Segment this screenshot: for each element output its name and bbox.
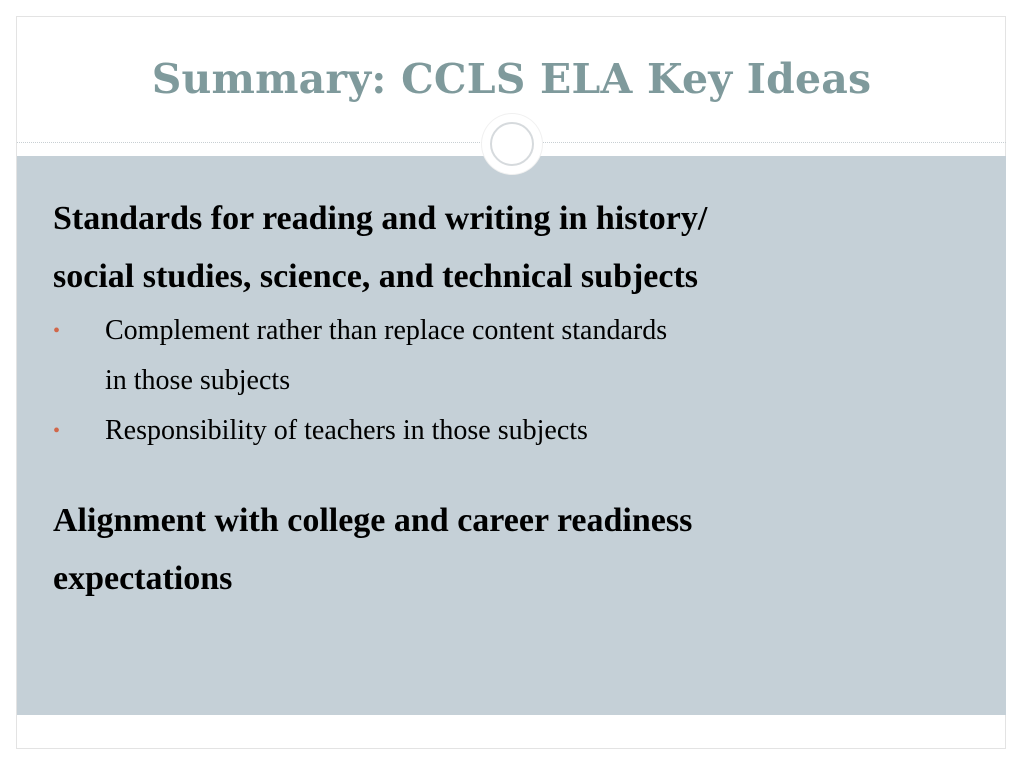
slide-title: Summary: CCLS ELA Key Ideas	[151, 54, 872, 103]
bullet-dot-icon: •	[53, 420, 61, 442]
heading-alignment-line1: Alignment with college and career readiness	[53, 502, 693, 539]
bullet-item	[53, 306, 953, 406]
heading-standards-line1: Standards for reading and writing in history/	[53, 200, 708, 237]
bullet-dot-icon: •	[53, 320, 61, 342]
heading-alignment-line2: expectations	[53, 560, 233, 597]
slide-body	[53, 190, 953, 608]
divider-ring-icon	[490, 122, 534, 166]
heading-standards	[53, 190, 953, 306]
spacer	[53, 456, 953, 492]
bullet-text-line1: Complement rather than replace content standards	[105, 315, 668, 346]
bullet-list	[53, 306, 953, 456]
bullet-text-line2: in those subjects	[105, 365, 291, 396]
heading-standards-line2: social studies, science, and technical subjects	[53, 258, 699, 295]
heading-alignment	[53, 492, 953, 608]
bullet-text-line1: Responsibility of teachers in those subjects	[105, 415, 588, 446]
bullet-item	[53, 406, 953, 456]
